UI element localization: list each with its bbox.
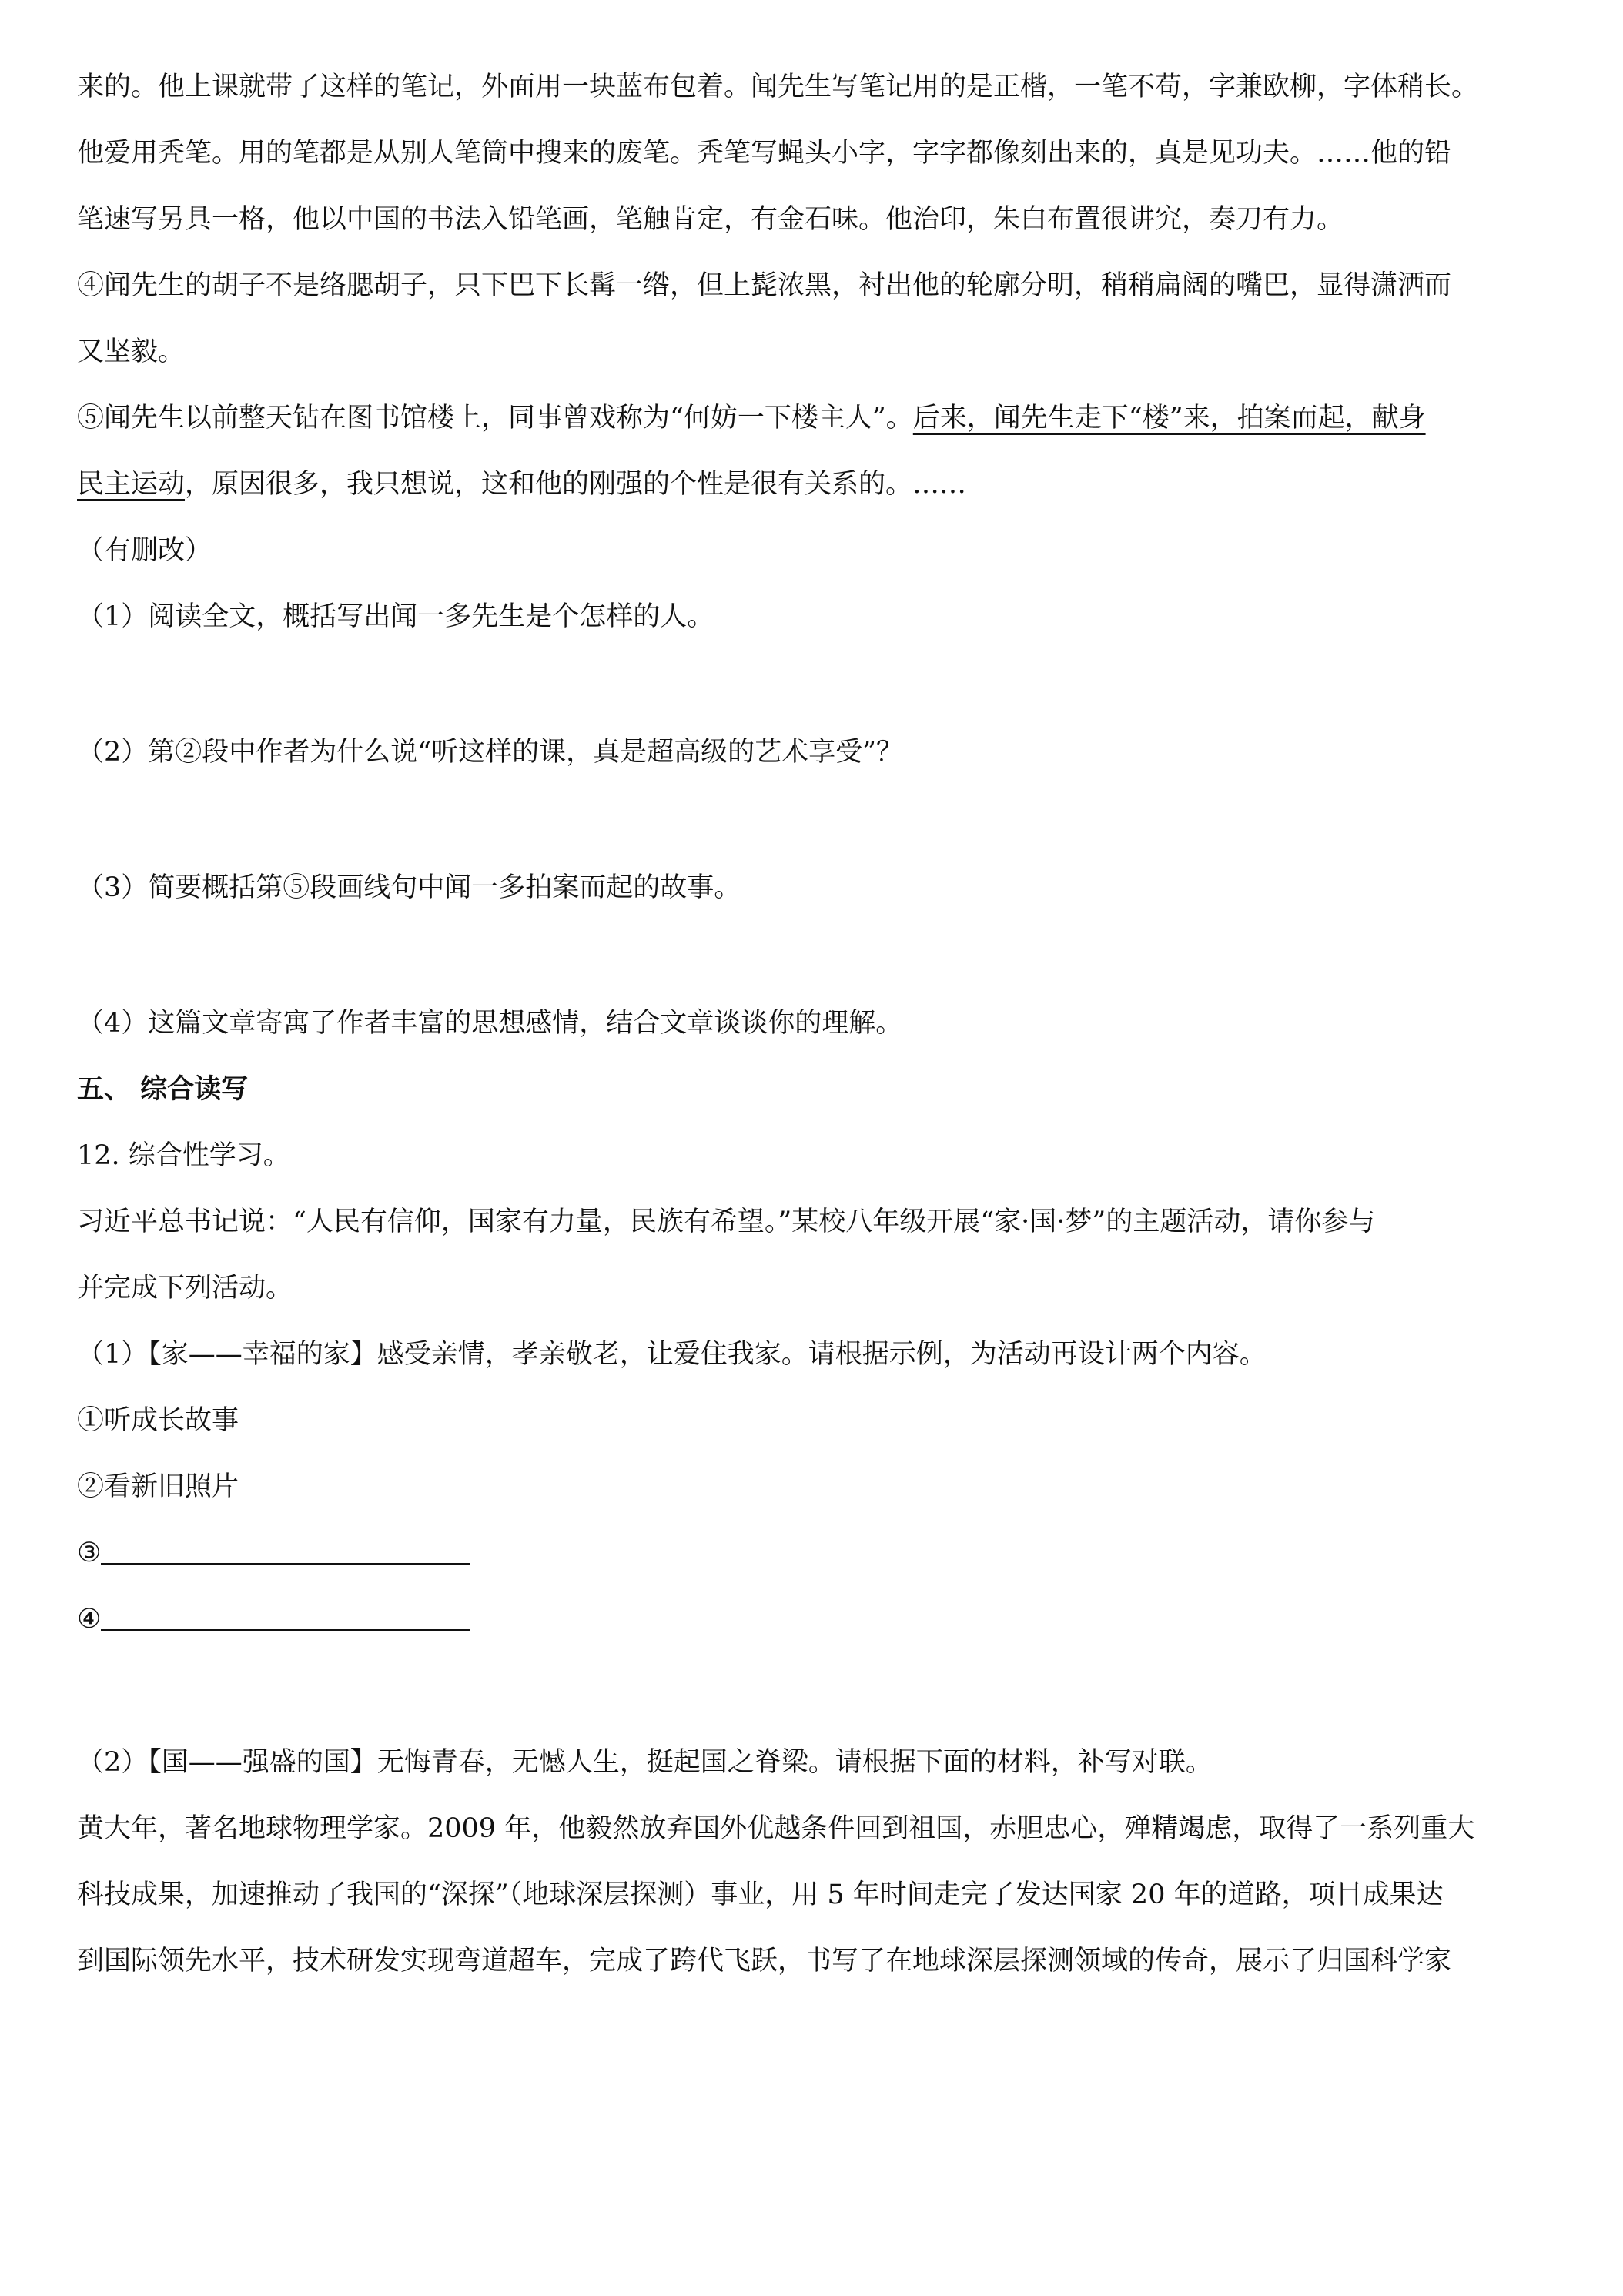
edit-note: （有删改） xyxy=(77,535,212,566)
paragraph-3-line-1: 来的。他上课就带了这样的笔记，外面用一块蓝布包着。闻先生写笔记用的是正楷，一笔不苟，字兼欧柳，字体稍长。 xyxy=(77,72,1479,102)
spacer xyxy=(77,1652,1555,1729)
paragraph-3-line-2: 他爱用秃笔。用的笔都是从别人笔筒中搜来的废笔。秃笔写蝇头小字，字字都像刻出来的，真是见功夫。……他的铅 xyxy=(77,138,1452,169)
option-4-label: ④ xyxy=(77,1604,102,1635)
answer-space-3[interactable] xyxy=(77,921,1555,990)
item-12-intro-line-1: 习近平总书记说：“人民有信仰，国家有力量，民族有希望。”某校八年级开展“家·国·梦”的主题活动，请你参与 xyxy=(77,1207,1376,1237)
paragraph-3-line-3: 笔速写另具一格，他以中国的书法入铅笔画，笔触肯定，有金石味。他治印，朱白布置很讲究，奏刀有力。 xyxy=(77,204,1344,235)
sub-question-2: （2）【国——强盛的国】无悔青春，无憾人生，挺起国之脊梁。请根据下面的材料，补写对联。 xyxy=(77,1747,1213,1778)
answer-blank-4[interactable] xyxy=(101,1606,470,1631)
question-2: （2）第②段中作者为什么说“听这样的课，真是超高级的艺术享受”？ xyxy=(77,737,904,768)
paragraph-4-line-1: ④闻先生的胡子不是络腮胡子，只下巴下长髯一绺，但上髭浓黑，衬出他的轮廓分明，稍稍扁阔的嘴巴，显得潇洒而 xyxy=(77,270,1452,301)
answer-blank-3[interactable] xyxy=(101,1540,470,1565)
paragraph-5-text: ⑤闻先生以前整天钻在图书馆楼上，同事曾戏称为“何妨一下楼主人”。 xyxy=(77,403,913,433)
material-line-2: 科技成果，加速推动了我国的“深探”（地球深层探测）事业，用 5 年时间走完了发达国家 20 年的道路，项目成果达 xyxy=(77,1879,1444,1910)
activity-option-4 xyxy=(77,1586,1555,1652)
material-line-3: 到国际领先水平，技术研发实现弯道超车，完成了跨代飞跃，书写了在地球深层探测领域的传奇，展示了归国科学家 xyxy=(77,1946,1452,1976)
question-4: （4）这篇文章寄寓了作者丰富的思想感情，结合文章谈谈你的理解。 xyxy=(77,1008,903,1039)
paragraph-5-line-2 xyxy=(77,451,1555,517)
answer-space-1[interactable] xyxy=(77,650,1555,719)
sub-question-1: （1）【家——幸福的家】感受亲情，孝亲敬老，让爱住我家。请根据示例，为活动再设计两个内容。 xyxy=(77,1339,1267,1370)
answer-space-2[interactable] xyxy=(77,785,1555,855)
question-1: （1）阅读全文，概括写出闻一多先生是个怎样的人。 xyxy=(77,601,714,632)
section-5-heading: 五、 综合读写 xyxy=(77,1074,249,1105)
paragraph-4-line-2: 又坚毅。 xyxy=(77,336,186,367)
question-3: （3）简要概括第⑤段画线句中闻一多拍案而起的故事。 xyxy=(77,872,741,903)
exam-page xyxy=(77,54,1555,1994)
paragraph-5-text-end: ，原因很多，我只想说，这和他的刚强的个性是很有关系的。…… xyxy=(185,469,967,500)
activity-option-1: ①听成长故事 xyxy=(77,1405,239,1436)
option-3-label: ③ xyxy=(77,1538,102,1568)
underlined-sentence-end: 民主运动 xyxy=(77,469,186,500)
material-line-1: 黄大年，著名地球物理学家。2009 年，他毅然放弃国外优越条件回到祖国，赤胆忠心，殚精竭虑，取得了一系列重大 xyxy=(77,1813,1475,1844)
item-12-title: 12. 综合性学习。 xyxy=(77,1140,290,1171)
activity-option-3 xyxy=(77,1520,1555,1586)
activity-option-2: ②看新旧照片 xyxy=(77,1471,239,1502)
item-12-intro-line-2: 并完成下列活动。 xyxy=(77,1273,293,1304)
underlined-sentence: 后来，闻先生走下“楼”来，拍案而起，献身 xyxy=(912,403,1426,433)
paragraph-5-line-1 xyxy=(77,385,1555,451)
